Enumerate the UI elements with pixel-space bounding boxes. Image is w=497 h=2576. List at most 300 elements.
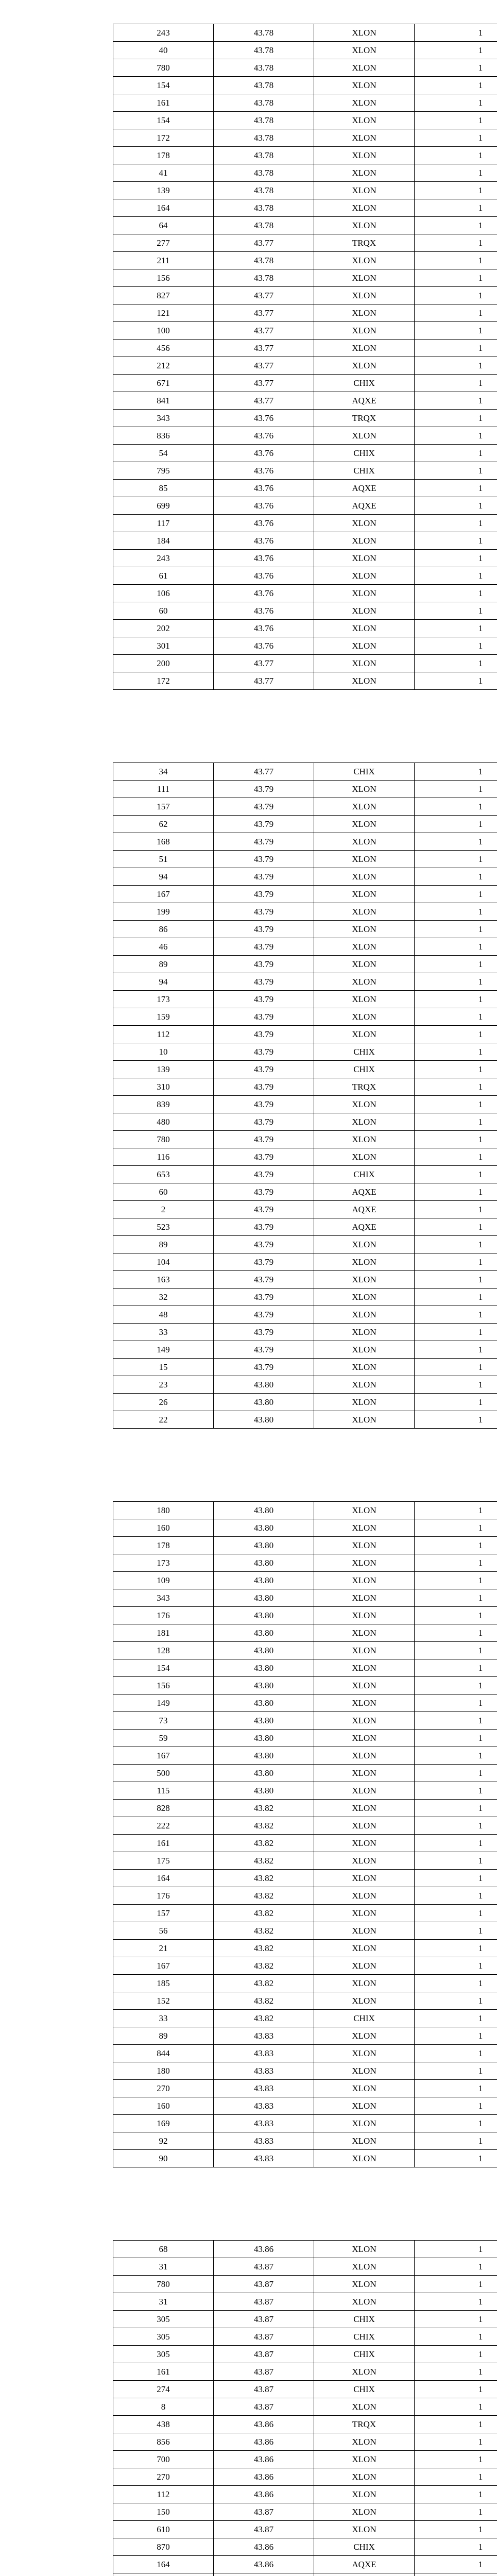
- time-cell: 1: [415, 357, 497, 375]
- price-cell: 43.82: [214, 1922, 314, 1940]
- venue-cell: XLON: [314, 2433, 415, 2451]
- price-cell: 43.79: [214, 1061, 314, 1078]
- time-cell: 1: [415, 1852, 497, 1870]
- venue-cell: AQXE: [314, 1218, 415, 1236]
- table-row: [113, 1026, 497, 1043]
- quantity-cell: 161: [113, 1835, 214, 1852]
- time-cell: 1: [415, 1359, 497, 1376]
- price-cell: 43.80: [214, 1642, 314, 1659]
- price-cell: 43.86: [214, 2486, 314, 2503]
- table-row: [113, 42, 497, 59]
- table-row: [113, 497, 497, 515]
- time-cell: 1: [415, 2150, 497, 2167]
- table-row: [113, 2556, 497, 2573]
- table-row: [113, 1236, 497, 1253]
- table-row: [113, 1817, 497, 1835]
- venue-cell: XLON: [314, 2451, 415, 2468]
- venue-cell: XLON: [314, 2062, 415, 2080]
- venue-cell: XLON: [314, 2398, 415, 2416]
- time-cell: 1: [415, 1589, 497, 1607]
- price-cell: 43.87: [214, 2381, 314, 2398]
- quantity-cell: 175: [113, 1852, 214, 1870]
- venue-cell: XLON: [314, 1026, 415, 1043]
- price-cell: 43.87: [214, 2521, 314, 2538]
- table-row: [113, 585, 497, 602]
- quantity-cell: 21: [113, 1940, 214, 1957]
- venue-cell: XLON: [314, 1730, 415, 1747]
- time-cell: 1: [415, 550, 497, 567]
- time-cell: 1: [415, 1975, 497, 1992]
- price-cell: 43.76: [214, 410, 314, 427]
- trades-table: [113, 2240, 497, 2576]
- price-cell: 43.79: [214, 1306, 314, 1324]
- quantity-cell: 149: [113, 1341, 214, 1359]
- price-cell: 43.79: [214, 1271, 314, 1289]
- price-cell: 43.86: [214, 2538, 314, 2556]
- venue-cell: XLON: [314, 1289, 415, 1306]
- quantity-cell: 169: [113, 2115, 214, 2132]
- table-row: [113, 1008, 497, 1026]
- price-cell: 43.82: [214, 1992, 314, 2010]
- venue-cell: AQXE: [314, 497, 415, 515]
- table-row: [113, 357, 497, 375]
- table-row: [113, 1306, 497, 1324]
- venue-cell: XLON: [314, 585, 415, 602]
- price-cell: 43.78: [214, 94, 314, 112]
- price-cell: 43.76: [214, 550, 314, 567]
- table-row: [113, 655, 497, 672]
- time-cell: 1: [415, 2080, 497, 2097]
- venue-cell: XLON: [314, 1607, 415, 1624]
- time-cell: 1: [415, 340, 497, 357]
- venue-cell: CHIX: [314, 2538, 415, 2556]
- quantity-cell: 200: [113, 655, 214, 672]
- price-cell: 43.80: [214, 1712, 314, 1730]
- price-cell: 43.80: [214, 1537, 314, 1554]
- quantity-cell: 243: [113, 550, 214, 567]
- venue-cell: CHIX: [314, 763, 415, 781]
- table-row: [113, 1642, 497, 1659]
- table-row: [113, 2363, 497, 2381]
- quantity-cell: 161: [113, 2363, 214, 2381]
- price-cell: 43.80: [214, 1394, 314, 1411]
- venue-cell: XLON: [314, 1677, 415, 1694]
- trades-table-block-4: [113, 2240, 497, 2576]
- venue-cell: XLON: [314, 1253, 415, 1271]
- table-row: [113, 672, 497, 690]
- time-cell: 1: [415, 410, 497, 427]
- time-cell: 1: [415, 655, 497, 672]
- venue-cell: XLON: [314, 147, 415, 164]
- price-cell: 43.79: [214, 1201, 314, 1218]
- table-row: [113, 2381, 497, 2398]
- price-cell: 43.76: [214, 532, 314, 550]
- time-cell: 1: [415, 1218, 497, 1236]
- quantity-cell: 128: [113, 1642, 214, 1659]
- time-cell: 1: [415, 199, 497, 217]
- price-cell: 43.78: [214, 24, 314, 42]
- table-row: [113, 445, 497, 462]
- price-cell: 43.82: [214, 1940, 314, 1957]
- venue-cell: XLON: [314, 1008, 415, 1026]
- quantity-cell: 180: [113, 2062, 214, 2080]
- table-row: [113, 164, 497, 182]
- time-cell: 1: [415, 2346, 497, 2363]
- quantity-cell: 46: [113, 938, 214, 956]
- quantity-cell: 100: [113, 322, 214, 340]
- time-cell: 1: [415, 781, 497, 798]
- table-row: [113, 1922, 497, 1940]
- price-cell: 43.82: [214, 1870, 314, 1887]
- quantity-cell: 176: [113, 1887, 214, 1905]
- table-row: [113, 637, 497, 655]
- table-row: [113, 1975, 497, 1992]
- price-cell: 43.83: [214, 2150, 314, 2167]
- trades-table-block-2: [113, 762, 497, 1429]
- table-row: [113, 2097, 497, 2115]
- table-row: [113, 410, 497, 427]
- price-cell: [214, 2573, 314, 2576]
- quantity-cell: 94: [113, 973, 214, 991]
- quantity-cell: 500: [113, 1765, 214, 1782]
- venue-cell: CHIX: [314, 2328, 415, 2346]
- quantity-cell: 172: [113, 672, 214, 690]
- price-cell: 43.87: [214, 2258, 314, 2276]
- table-row: [113, 1502, 497, 1519]
- table-row: [113, 1712, 497, 1730]
- time-cell: 1: [415, 1922, 497, 1940]
- time-cell: 1: [415, 2503, 497, 2521]
- venue-cell: XLON: [314, 781, 415, 798]
- table-row: [113, 1940, 497, 1957]
- table-row: [113, 199, 497, 217]
- table-row: [113, 1271, 497, 1289]
- time-cell: 1: [415, 1289, 497, 1306]
- time-cell: 1: [415, 1694, 497, 1712]
- time-cell: 1: [415, 1148, 497, 1166]
- time-cell: 1: [415, 1341, 497, 1359]
- time-cell: 1: [415, 567, 497, 585]
- time-cell: 1: [415, 1782, 497, 1800]
- table-row: [113, 851, 497, 868]
- venue-cell: XLON: [314, 868, 415, 886]
- price-cell: 43.80: [214, 1624, 314, 1642]
- time-cell: 1: [415, 2521, 497, 2538]
- time-cell: 1: [415, 1870, 497, 1887]
- price-cell: 43.79: [214, 1008, 314, 1026]
- venue-cell: XLON: [314, 304, 415, 322]
- time-cell: 1: [415, 2045, 497, 2062]
- table-row: [113, 269, 497, 287]
- venue-cell: XLON: [314, 1817, 415, 1835]
- price-cell: 43.87: [214, 2276, 314, 2293]
- venue-cell: XLON: [314, 1957, 415, 1975]
- table-row: [113, 763, 497, 781]
- trades-table: [113, 1501, 497, 2167]
- venue-cell: AQXE: [314, 1183, 415, 1201]
- venue-cell: XLON: [314, 1624, 415, 1642]
- price-cell: 43.76: [214, 497, 314, 515]
- table-row: [113, 287, 497, 304]
- quantity-cell: 92: [113, 2132, 214, 2150]
- time-cell: 1: [415, 112, 497, 129]
- quantity-cell: 23: [113, 1376, 214, 1394]
- time-cell: 1: [415, 234, 497, 252]
- venue-cell: XLON: [314, 1502, 415, 1519]
- time-cell: 1: [415, 94, 497, 112]
- venue-cell: XLON: [314, 921, 415, 938]
- venue-cell: XLON: [314, 340, 415, 357]
- venue-cell: XLON: [314, 1572, 415, 1589]
- price-cell: 43.79: [214, 1026, 314, 1043]
- quantity-cell: 780: [113, 2276, 214, 2293]
- price-cell: 43.76: [214, 462, 314, 480]
- table-row: [113, 1078, 497, 1096]
- time-cell: 1: [415, 637, 497, 655]
- price-cell: 43.79: [214, 938, 314, 956]
- time-cell: 1: [415, 1747, 497, 1765]
- quantity-cell: 116: [113, 1148, 214, 1166]
- time-cell: 1: [415, 2416, 497, 2433]
- table-row: [113, 532, 497, 550]
- venue-cell: TRQX: [314, 234, 415, 252]
- venue-cell: XLON: [314, 24, 415, 42]
- venue-cell: XLON: [314, 94, 415, 112]
- time-cell: 1: [415, 2010, 497, 2027]
- venue-cell: XLON: [314, 2503, 415, 2521]
- time-cell: 1: [415, 147, 497, 164]
- price-cell: 43.76: [214, 567, 314, 585]
- quantity-cell: 438: [113, 2416, 214, 2433]
- venue-cell: XLON: [314, 287, 415, 304]
- price-cell: 43.86: [214, 2468, 314, 2486]
- quantity-cell: 163: [113, 1271, 214, 1289]
- table-row: [113, 781, 497, 798]
- venue-cell: XLON: [314, 2293, 415, 2311]
- price-cell: 43.78: [214, 59, 314, 77]
- venue-cell: XLON: [314, 1782, 415, 1800]
- time-cell: 1: [415, 445, 497, 462]
- venue-cell: TRQX: [314, 2416, 415, 2433]
- price-cell: 43.76: [214, 480, 314, 497]
- venue-cell: XLON: [314, 991, 415, 1008]
- table-row: [113, 94, 497, 112]
- venue-cell: XLON: [314, 164, 415, 182]
- table-row: [113, 462, 497, 480]
- venue-cell: XLON: [314, 1271, 415, 1289]
- price-cell: 43.79: [214, 991, 314, 1008]
- time-cell: 1: [415, 1008, 497, 1026]
- table-row: [113, 1183, 497, 1201]
- time-cell: 1: [415, 462, 497, 480]
- time-cell: 1: [415, 1026, 497, 1043]
- quantity-cell: 610: [113, 2521, 214, 2538]
- price-cell: 43.77: [214, 392, 314, 410]
- quantity-cell: 167: [113, 1747, 214, 1765]
- table-row: [113, 1218, 497, 1236]
- quantity-cell: 139: [113, 182, 214, 199]
- venue-cell: CHIX: [314, 2311, 415, 2328]
- time-cell: 1: [415, 77, 497, 94]
- price-cell: 43.87: [214, 2398, 314, 2416]
- venue-cell: XLON: [314, 2363, 415, 2381]
- trades-table-body: [113, 2241, 497, 2576]
- table-row: [113, 129, 497, 147]
- table-row: [113, 816, 497, 833]
- time-cell: 1: [415, 1677, 497, 1694]
- time-cell: 1: [415, 886, 497, 903]
- time-cell: 1: [415, 763, 497, 781]
- price-cell: 43.80: [214, 1572, 314, 1589]
- venue-cell: XLON: [314, 1394, 415, 1411]
- price-cell: 43.78: [214, 269, 314, 287]
- price-cell: 43.77: [214, 357, 314, 375]
- table-row: [113, 2115, 497, 2132]
- time-cell: 1: [415, 497, 497, 515]
- price-cell: 43.76: [214, 637, 314, 655]
- time-cell: 1: [415, 1957, 497, 1975]
- venue-cell: XLON: [314, 2045, 415, 2062]
- quantity-cell: 15: [113, 1359, 214, 1376]
- table-row: [113, 2293, 497, 2311]
- venue-cell: AQXE: [314, 480, 415, 497]
- price-cell: 43.79: [214, 1341, 314, 1359]
- venue-cell: XLON: [314, 2080, 415, 2097]
- price-cell: 43.79: [214, 1078, 314, 1096]
- price-cell: 43.79: [214, 903, 314, 921]
- quantity-cell: 157: [113, 798, 214, 816]
- price-cell: 43.79: [214, 1131, 314, 1148]
- quantity-cell: 149: [113, 1694, 214, 1712]
- quantity-cell: 61: [113, 567, 214, 585]
- venue-cell: XLON: [314, 886, 415, 903]
- venue-cell: XLON: [314, 2468, 415, 2486]
- price-cell: 43.79: [214, 886, 314, 903]
- price-cell: 43.87: [214, 2503, 314, 2521]
- table-row: [113, 1376, 497, 1394]
- venue-cell: CHIX: [314, 1043, 415, 1061]
- venue-cell: XLON: [314, 851, 415, 868]
- venue-cell: CHIX: [314, 445, 415, 462]
- price-cell: 43.79: [214, 851, 314, 868]
- time-cell: 1: [415, 1183, 497, 1201]
- price-cell: 43.83: [214, 2027, 314, 2045]
- table-row: [113, 252, 497, 269]
- quantity-cell: 305: [113, 2328, 214, 2346]
- venue-cell: TRQX: [314, 410, 415, 427]
- price-cell: 43.79: [214, 868, 314, 886]
- quantity-cell: 60: [113, 1183, 214, 1201]
- table-row: [113, 392, 497, 410]
- venue-cell: CHIX: [314, 2010, 415, 2027]
- time-cell: 1: [415, 2433, 497, 2451]
- quantity-cell: 26: [113, 1394, 214, 1411]
- venue-cell: XLON: [314, 1800, 415, 1817]
- price-cell: 43.87: [214, 2293, 314, 2311]
- table-row: [113, 602, 497, 620]
- price-cell: 43.80: [214, 1607, 314, 1624]
- time-cell: 1: [415, 1096, 497, 1113]
- price-cell: 43.78: [214, 42, 314, 59]
- time-cell: 1: [415, 903, 497, 921]
- price-cell: 43.78: [214, 199, 314, 217]
- quantity-cell: 60: [113, 602, 214, 620]
- venue-cell: AQXE: [314, 392, 415, 410]
- table-row: [113, 2573, 497, 2576]
- time-cell: 1: [415, 1306, 497, 1324]
- venue-cell: AQXE: [314, 2556, 415, 2573]
- quantity-cell: 10: [113, 1043, 214, 1061]
- time-cell: 1: [415, 1113, 497, 1131]
- table-row: [113, 1341, 497, 1359]
- table-row: [113, 2241, 497, 2258]
- price-cell: 43.82: [214, 1835, 314, 1852]
- venue-cell: XLON: [314, 182, 415, 199]
- venue-cell: XLON: [314, 798, 415, 816]
- price-cell: 43.80: [214, 1502, 314, 1519]
- price-cell: 43.82: [214, 2010, 314, 2027]
- table-row: [113, 375, 497, 392]
- quantity-cell: 827: [113, 287, 214, 304]
- price-cell: 43.78: [214, 164, 314, 182]
- quantity-cell: 73: [113, 1712, 214, 1730]
- quantity-cell: 343: [113, 410, 214, 427]
- quantity-cell: 173: [113, 1554, 214, 1572]
- table-row: [113, 2045, 497, 2062]
- price-cell: 43.83: [214, 2045, 314, 2062]
- trades-table: [113, 762, 497, 1429]
- venue-cell: [314, 2573, 415, 2576]
- table-row: [113, 1992, 497, 2010]
- quantity-cell: 178: [113, 147, 214, 164]
- table-row: [113, 2468, 497, 2486]
- table-row: [113, 24, 497, 42]
- venue-cell: XLON: [314, 956, 415, 973]
- venue-cell: XLON: [314, 567, 415, 585]
- trades-table-body: [113, 763, 497, 1429]
- price-cell: 43.79: [214, 1166, 314, 1183]
- price-cell: 43.79: [214, 1236, 314, 1253]
- venue-cell: XLON: [314, 269, 415, 287]
- price-cell: 43.80: [214, 1519, 314, 1537]
- price-cell: 43.80: [214, 1730, 314, 1747]
- venue-cell: XLON: [314, 1359, 415, 1376]
- table-row: [113, 2503, 497, 2521]
- venue-cell: XLON: [314, 2276, 415, 2293]
- venue-cell: TRQX: [314, 1078, 415, 1096]
- quantity-cell: 841: [113, 392, 214, 410]
- price-cell: 43.78: [214, 217, 314, 234]
- quantity-cell: 700: [113, 2451, 214, 2468]
- time-cell: 1: [415, 2293, 497, 2311]
- time-cell: 1: [415, 672, 497, 690]
- price-cell: 43.86: [214, 2556, 314, 2573]
- quantity-cell: 305: [113, 2311, 214, 2328]
- time-cell: 1: [415, 42, 497, 59]
- quantity-cell: 150: [113, 2503, 214, 2521]
- venue-cell: XLON: [314, 129, 415, 147]
- quantity-cell: 64: [113, 217, 214, 234]
- time-cell: 1: [415, 585, 497, 602]
- table-row: [113, 427, 497, 445]
- price-cell: 43.77: [214, 322, 314, 340]
- table-row: [113, 1624, 497, 1642]
- time-cell: 1: [415, 1376, 497, 1394]
- time-cell: 1: [415, 1201, 497, 1218]
- venue-cell: XLON: [314, 515, 415, 532]
- price-cell: 43.78: [214, 112, 314, 129]
- table-row: [113, 1572, 497, 1589]
